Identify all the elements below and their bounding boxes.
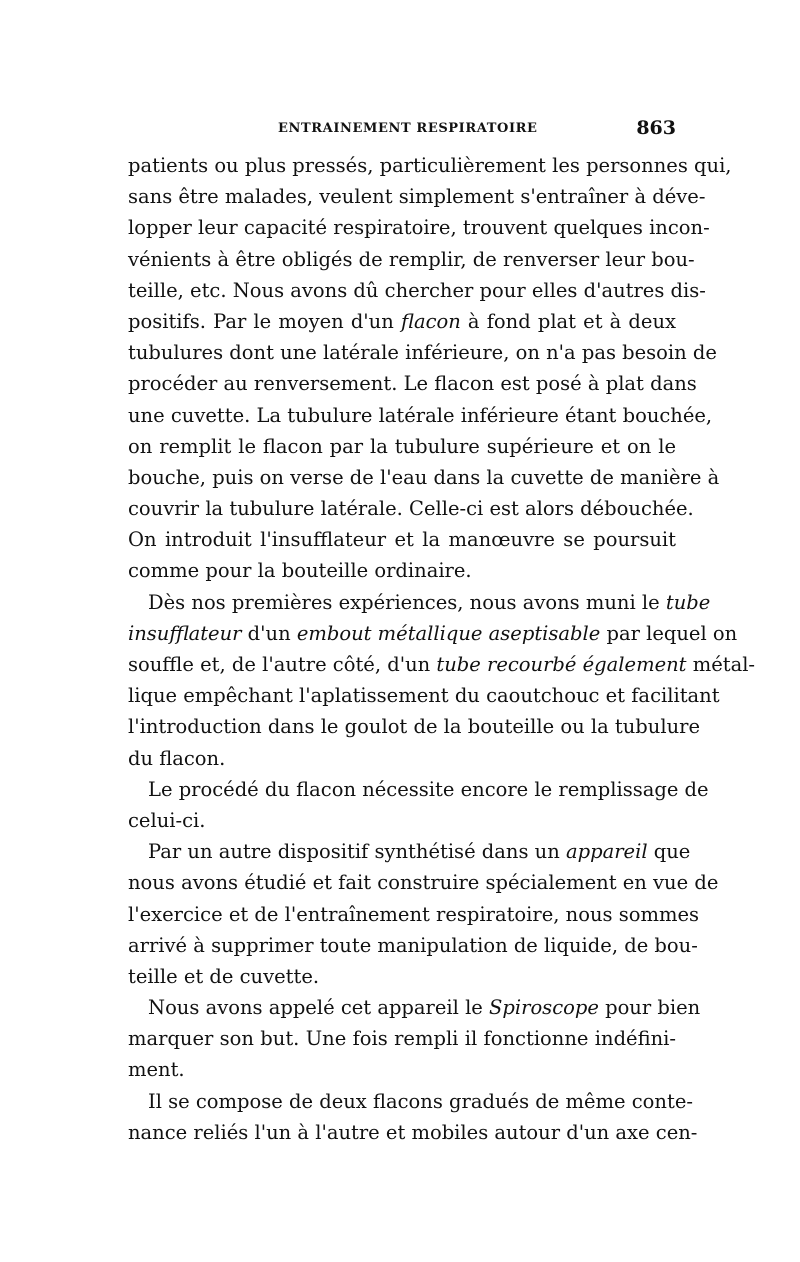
text-line: l'introduction dans le goulot de la bouteille ou la tubulure <box>128 715 701 739</box>
text-line: tubulures dont une latérale inférieure, on n'a pas besoin de <box>128 341 717 365</box>
text-line: arrivé à supprimer toute manipulation de liquide, de bou- <box>128 933 698 957</box>
text-line: une cuvette. La tubulure latérale inférieure étant bouchée, <box>128 403 713 427</box>
text-line <box>128 306 676 337</box>
page-number: 863 <box>636 117 676 139</box>
text-line: nous avons étudié et fait construire spécialement en vue de <box>128 871 719 895</box>
text-line: lopper leur capacité respiratoire, trouvent quelques incon- <box>128 216 710 240</box>
text-line: l'exercice et de l'entraînement respiratoire, nous sommes <box>128 902 699 926</box>
body-text <box>128 150 756 1148</box>
italic-term: embout métallique aseptisable <box>296 621 601 645</box>
italic-term: Spiroscope <box>489 996 599 1020</box>
text-run: pour bien <box>598 996 701 1020</box>
text-line: procéder au renversement. Le flacon est posé à plat dans <box>128 372 697 396</box>
text-line: comme pour la bouteille ordinaire. <box>128 559 472 583</box>
paragraph <box>128 150 732 587</box>
text-line <box>128 649 756 680</box>
text-line: teille, etc. Nous avons dû chercher pour elles d'autres dis- <box>128 278 706 302</box>
text-run: par lequel on <box>600 621 738 645</box>
text-run: positifs. Par le moyen d'un <box>128 309 401 333</box>
italic-term: insufflateur <box>128 621 242 645</box>
text-line: Le procédé du flacon nécessite encore le remplissage de <box>148 777 709 801</box>
text-line: ment. <box>128 1058 185 1082</box>
text-line <box>128 992 701 1023</box>
italic-term: tube <box>665 590 711 614</box>
italic-term: flacon <box>400 309 461 333</box>
text-line: marquer son but. Une fois rempli il fonctionne indéfini- <box>128 1027 676 1051</box>
text-line: nance reliés l'un à l'autre et mobiles autour d'un axe cen- <box>128 1120 698 1144</box>
text-line: bouche, puis on verse de l'eau dans la cuvette de manière à <box>128 465 720 489</box>
text-run: métal- <box>686 653 756 676</box>
text-run: que <box>647 840 691 864</box>
text-line: couvrir la tubulure latérale. Celle-ci est alors débouchée. <box>128 497 694 521</box>
text-run: Nous avons appelé cet appareil le <box>148 996 490 1020</box>
text-run: souffle et, de l'autre côté, d'un <box>128 653 437 676</box>
text-run: d'un <box>241 621 297 645</box>
text-line: du flacon. <box>128 746 226 770</box>
paragraph <box>128 1086 698 1148</box>
paragraph <box>128 992 701 1086</box>
text-line <box>128 836 691 867</box>
text-line: vénients à être obligés de remplir, de renverser leur bou- <box>128 247 695 271</box>
text-line: patients ou plus pressés, particulièrement les personnes qui, <box>128 154 732 177</box>
text-line <box>128 587 711 618</box>
paragraph <box>128 836 719 992</box>
text-run: Par un autre dispositif synthétisé dans un <box>148 840 566 864</box>
paragraph <box>128 774 709 836</box>
text-run: à fond plat et à deux <box>460 309 677 333</box>
text-line: celui-ci. <box>128 808 206 832</box>
italic-term: tube recourbé également <box>436 653 687 676</box>
text-line: On introduit l'insufflateur et la manœuvre se poursuit <box>128 528 676 552</box>
text-line: sans être malades, veulent simplement s'entraîner à déve- <box>128 185 706 209</box>
running-title: ENTRAINEMENT RESPIRATOIRE <box>278 121 538 136</box>
text-run: Dès nos premières expériences, nous avons muni le <box>148 590 666 614</box>
running-head <box>128 117 676 141</box>
italic-term: appareil <box>566 840 648 864</box>
text-line <box>128 618 738 649</box>
text-line: on remplit le flacon par la tubulure supérieure et on le <box>128 434 676 458</box>
text-line: lique empêchant l'aplatissement du caoutchouc et facilitant <box>128 684 720 708</box>
text-line: teille et de cuvette. <box>128 964 320 988</box>
paragraph <box>128 587 756 774</box>
text-line: Il se compose de deux flacons gradués de même conte- <box>148 1089 693 1113</box>
